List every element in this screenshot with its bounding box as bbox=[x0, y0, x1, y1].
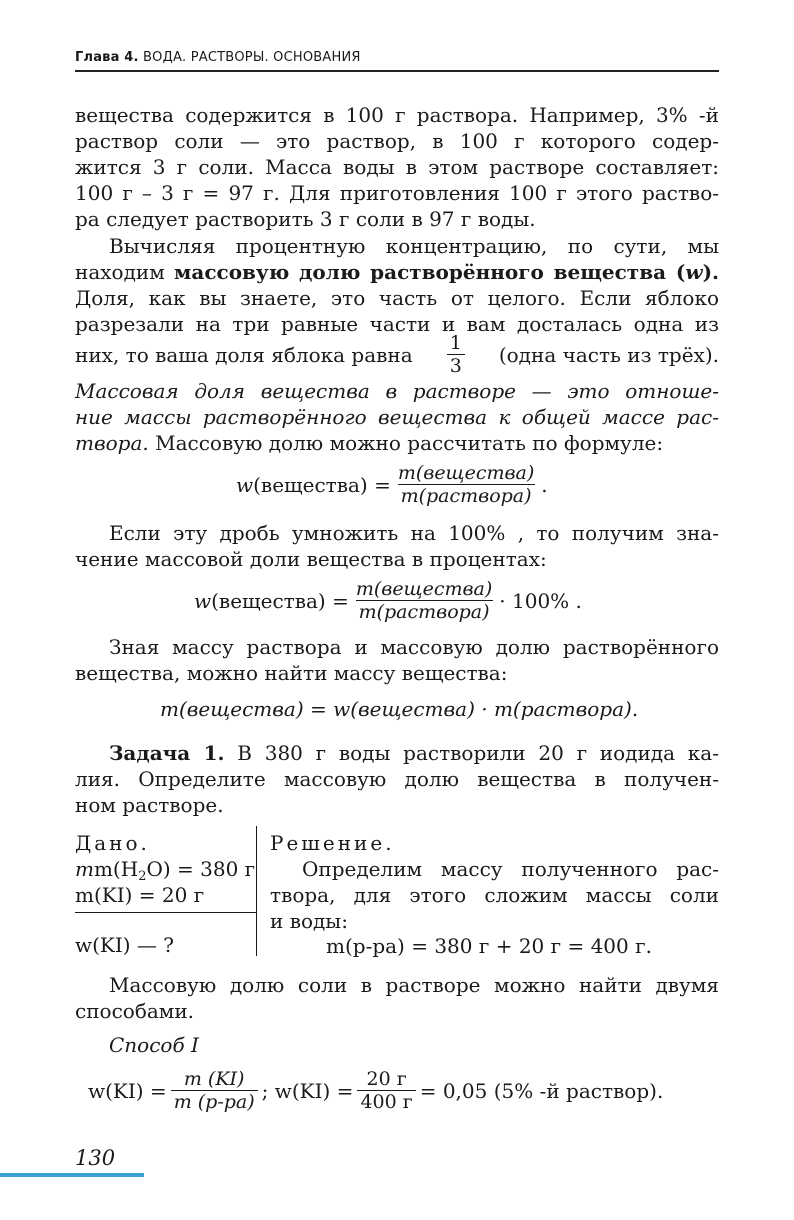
fraction: $\frac{\text{m(вещества)}}{\text{m(раствора)}}$ bbox=[355, 578, 493, 623]
formula-mass-fraction: w (вещества) = $\frac{\text{m(вещества)}}{\text{m(раствора)}}$ . bbox=[236, 462, 548, 507]
method-heading: Способ I bbox=[109, 1033, 199, 1057]
formula-mass-fraction-percent: w (вещества) = $\frac{\text{m(вещества)}}{\text{m(раствора)}}$ · 100% . bbox=[194, 578, 582, 623]
text-line: жится 3 г соли. Масса воды в этом растворе составляет: bbox=[75, 155, 719, 179]
definition-line: Массовая доля вещества в растворе — это отноше- bbox=[75, 379, 719, 403]
text-line: Зная массу раствора и массовую долю растворённого bbox=[109, 635, 719, 659]
fraction-one-third: $\frac{1}{3}$ bbox=[447, 332, 465, 377]
chapter-label: Глава 4. bbox=[75, 50, 139, 65]
text-line: чение массовой доли вещества в процентах: bbox=[75, 547, 547, 571]
formula-mass-of-substance: m(вещества) = w(вещества) · m(раствора). bbox=[160, 697, 639, 721]
page-number: 130 bbox=[75, 1146, 116, 1170]
text-line: 100 г – 3 г = 97 г. Для приготовления 100 г этого раство- bbox=[75, 181, 719, 205]
chapter-title: ВОДА. РАСТВОРЫ. ОСНОВАНИЯ bbox=[143, 50, 361, 65]
solution-line: и воды: bbox=[270, 909, 348, 933]
header-rule bbox=[75, 70, 719, 72]
given-line: m(KI) = 20 г bbox=[75, 883, 205, 907]
task-line: ном растворе. bbox=[75, 793, 224, 817]
solution-calc: m(р-ра) = 380 г + 20 г = 400 г. bbox=[326, 934, 652, 958]
solution-line: Определим массу полученного рас- bbox=[302, 857, 719, 881]
text-line: находим массовую долю растворённого вещества (w). bbox=[75, 260, 719, 284]
text-line: вещества содержится в 100 г раствора. Например, 3% -й bbox=[75, 103, 719, 127]
definition-line: ние массы растворённого вещества к общей массе рас- bbox=[75, 405, 719, 429]
task-line: Задача 1. В 380 г воды растворили 20 г иодида ка- bbox=[109, 741, 719, 765]
fraction: $\frac{\text{m(вещества)}}{\text{m(раствора)}}$ bbox=[397, 462, 535, 507]
definition-line: твора. Массовую долю можно рассчитать по формуле: bbox=[75, 431, 664, 455]
fraction: $\frac{m (KI)}{m (р-ра)}$ bbox=[171, 1068, 258, 1113]
text-line: способами. bbox=[75, 999, 195, 1023]
find-line: w(KI) — ? bbox=[75, 933, 175, 957]
formula-ki-fraction: w(KI) = $\frac{m (KI)}{m (р-ра)}$ ; w(KI) = $\frac{20 г}{400 г}$ = 0,05 (5% -й раствор). bbox=[88, 1068, 664, 1113]
text-line-with-fraction: них, то ваша доля яблока равна $\frac{1}{3}$ (одна часть из трёх). bbox=[75, 332, 719, 377]
text-line: Если эту дробь умножить на 100% , то получим зна- bbox=[109, 521, 719, 545]
footer-accent-bar bbox=[0, 1173, 144, 1177]
bold-term: массовую долю растворённого вещества (w). bbox=[174, 260, 719, 284]
task-line: лия. Определите массовую долю вещества в получен- bbox=[75, 767, 719, 791]
running-header bbox=[75, 50, 719, 72]
text-line: Массовую долю соли в растворе можно найти двумя bbox=[109, 973, 719, 997]
solution-label: Решение. bbox=[270, 831, 395, 855]
text-line: раствор соли — это раствор, в 100 г которого содер- bbox=[75, 129, 719, 153]
fraction: $\frac{20 г}{400 г}$ bbox=[357, 1068, 415, 1113]
text-line: Доля, как вы знаете, это часть от целого. Если яблоко bbox=[75, 286, 719, 310]
text-line: вещества, можно найти массу вещества: bbox=[75, 661, 508, 685]
solution-line: твора, для этого сложим массы соли bbox=[270, 883, 719, 907]
given-divider-horizontal bbox=[75, 912, 256, 913]
given-divider-vertical bbox=[256, 826, 257, 956]
given-label: Дано. bbox=[75, 831, 150, 855]
given-line: $mm(H_2O) = 380$ г bbox=[75, 857, 256, 884]
text-line: ра следует растворить 3 г соли в 97 г воды. bbox=[75, 207, 536, 231]
task-label: Задача 1. bbox=[109, 741, 225, 765]
text-line: Вычисляя процентную концентрацию, по сути, мы bbox=[109, 234, 719, 258]
text-line: разрезали на три равные части и вам досталась одна из bbox=[75, 312, 719, 336]
